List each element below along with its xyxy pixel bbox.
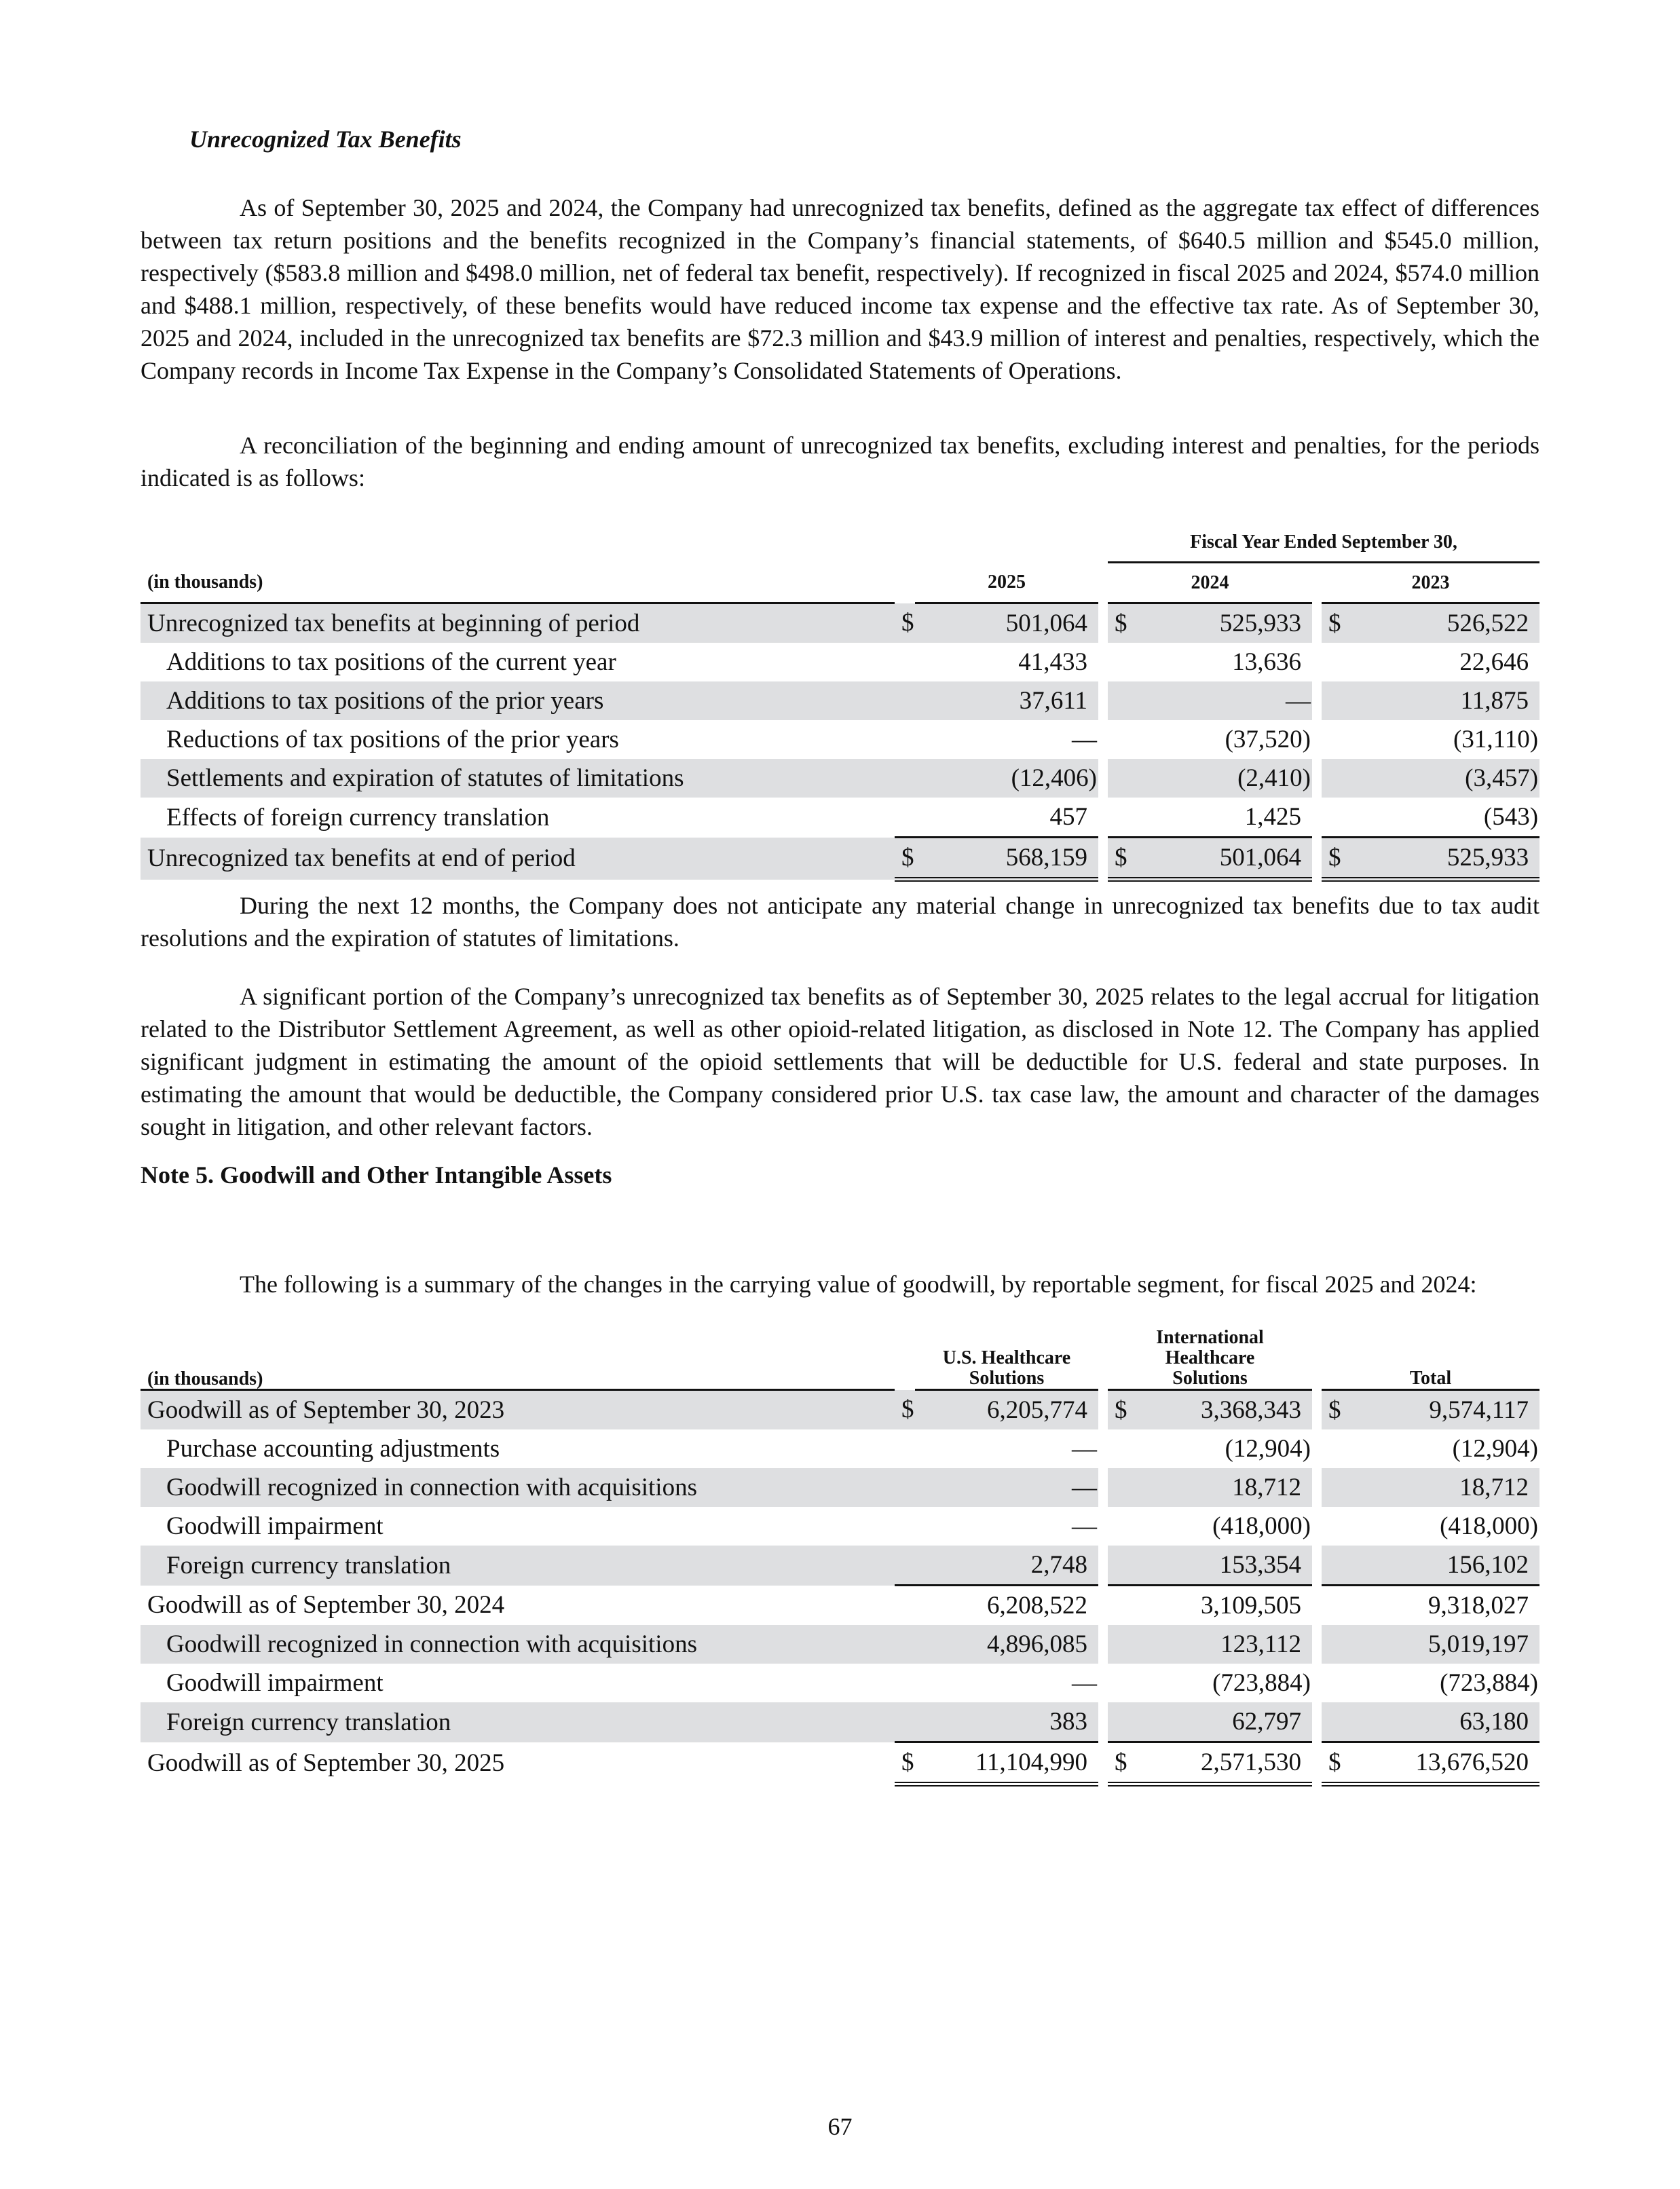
- row-value: 11,875: [1342, 681, 1539, 720]
- dollar-sign: [895, 759, 915, 798]
- dollar-sign: [1322, 1625, 1342, 1664]
- paragraph-opioid-litigation: A significant portion of the Company’s unrecognized tax benefits as of September 30, 2025 relates to the legal accrual for litigation related to the Distributor Settlement Agreement, as well as other opioid-related litigation, as disclosed in Note 12. The Company has applied significant judgment in estimating the amount of the opioid settlements that will be deductible for U.S. federal and state purposes. In estimating the amount that would be deductible, the Company considered prior U.S. tax case law, the amount and character of the damages sought in litigation, and other relevant factors.: [141, 983, 1539, 1140]
- row-label: Goodwill recognized in connection with acquisitions: [141, 1625, 895, 1664]
- dollar-sign: $: [1322, 603, 1342, 643]
- paragraph-unrecognized-tax-benefits: As of September 30, 2025 and 2024, the Company had unrecognized tax benefits, defined as the aggregate tax effect of differences between tax return positions and the benefits recognized in the Company’s financial statements, of $640.5 million and $545.0 million, respectively ($583.8 million and $498.0 million, net of federal tax benefit, respectively). If recognized in fiscal 2025 and 2024, $574.0 million and $488.1 million, respectively, of these benefits would have reduced income tax expense and the effective tax rate. As of September 30, 2025 and 2024, included in the unrecognized tax benefits are $72.3 million and $43.9 million of interest and penalties, respectively, which the Company records in Income Tax Expense in the Company’s Consolidated Statements of Operations.: [141, 194, 1539, 384]
- row-label: Goodwill as of September 30, 2024: [147, 1591, 505, 1620]
- table-row: [141, 759, 1539, 798]
- dollar-sign: $: [1322, 1742, 1342, 1784]
- dollar-sign: [1108, 1468, 1128, 1507]
- dollar-sign: [895, 1702, 915, 1742]
- row-value: 22,646: [1459, 648, 1529, 676]
- dollar-sign: [1322, 798, 1342, 838]
- dollar-sign: [1108, 1507, 1128, 1546]
- row-value: 3,368,343: [1128, 1390, 1312, 1430]
- table-row: [141, 1586, 1539, 1626]
- row-value: 156,102: [1342, 1546, 1539, 1586]
- dollar-sign: [895, 1507, 915, 1546]
- table-row: [141, 1625, 1539, 1664]
- dollar-sign: [895, 1586, 915, 1626]
- dollar-sign: [1108, 1702, 1128, 1742]
- row-value: —: [1128, 681, 1312, 720]
- dollar-sign: [1322, 1586, 1342, 1626]
- row-value: 568,159: [915, 838, 1098, 880]
- row-value: 18,712: [1342, 1468, 1539, 1507]
- row-label: Goodwill recognized in connection with acquisitions: [141, 1468, 895, 1507]
- row-label: Additions to tax positions of the current year: [166, 648, 616, 676]
- dollar-sign: [1108, 643, 1128, 681]
- dollar-sign: [895, 681, 915, 720]
- row-value: —: [1072, 726, 1097, 753]
- table-row: [141, 1468, 1539, 1507]
- row-value: 41,433: [1018, 648, 1087, 676]
- page-number: 67: [827, 2113, 853, 2140]
- table-row: [141, 1702, 1539, 1742]
- row-label: Settlements and expiration of statutes of limitations: [141, 759, 895, 798]
- row-label: Goodwill as of September 30, 2025: [147, 1749, 505, 1777]
- dollar-sign: [1108, 720, 1128, 759]
- table-row: [141, 1742, 1539, 1784]
- dollar-sign: [1108, 1664, 1128, 1702]
- row-value: —: [1072, 1669, 1097, 1697]
- fiscal-year-header: Fiscal Year Ended September 30,: [1108, 523, 1539, 563]
- unrecognized-tax-benefits-table: [141, 523, 1539, 882]
- row-value: (12,904): [1225, 1435, 1311, 1463]
- row-value: 6,208,522: [915, 1586, 1098, 1626]
- dollar-sign: $: [1322, 1390, 1342, 1430]
- row-value: 5,019,197: [1342, 1625, 1539, 1664]
- row-value: (37,520): [1225, 726, 1311, 753]
- table-row: [141, 1664, 1539, 1702]
- row-value: 525,933: [1342, 838, 1539, 880]
- table-row: [141, 838, 1539, 880]
- table-row: [141, 1507, 1539, 1546]
- row-value: (2,410): [1128, 759, 1312, 798]
- dollar-sign: $: [895, 603, 915, 643]
- row-label: Effects of foreign currency translation: [166, 803, 550, 831]
- dollar-sign: [1322, 1429, 1342, 1468]
- row-label: Additions to tax positions of the prior years: [141, 681, 895, 720]
- row-value: (723,884): [1212, 1669, 1311, 1697]
- dollar-sign: $: [895, 1742, 915, 1784]
- dollar-sign: [895, 720, 915, 759]
- row-value: 13,676,520: [1342, 1742, 1539, 1784]
- row-value: 62,797: [1128, 1702, 1312, 1742]
- row-label: Goodwill as of September 30, 2023: [141, 1390, 895, 1430]
- row-value: (418,000): [1440, 1512, 1538, 1540]
- row-label: Unrecognized tax benefits at end of period: [141, 838, 895, 880]
- year-header: 2025: [915, 563, 1098, 603]
- international-healthcare-header: International Healthcare Solutions: [1108, 1310, 1312, 1390]
- row-value: 18,712: [1128, 1468, 1312, 1507]
- row-label: Unrecognized tax benefits at beginning of period: [141, 603, 895, 643]
- table-row: [141, 643, 1539, 681]
- dollar-sign: [1108, 681, 1128, 720]
- dollar-sign: $: [895, 838, 915, 880]
- row-label: Goodwill impairment: [166, 1669, 384, 1697]
- dollar-sign: [1322, 643, 1342, 681]
- row-value: 457: [1049, 803, 1087, 831]
- dollar-sign: [1108, 1586, 1128, 1626]
- dollar-sign: [1322, 1702, 1342, 1742]
- row-value: 3,109,505: [1128, 1586, 1312, 1626]
- row-value: (12,406): [915, 759, 1098, 798]
- row-value: 526,522: [1342, 603, 1539, 643]
- row-value: (12,904): [1452, 1435, 1538, 1463]
- row-value: 11,104,990: [915, 1742, 1098, 1784]
- row-value: 123,112: [1128, 1625, 1312, 1664]
- row-label: Purchase accounting adjustments: [166, 1435, 500, 1463]
- row-value: 37,611: [915, 681, 1098, 720]
- row-value: 9,318,027: [1342, 1586, 1539, 1626]
- row-value: 153,354: [1128, 1546, 1312, 1586]
- row-value: —: [915, 1468, 1098, 1507]
- row-value: (543): [1483, 803, 1539, 831]
- row-value: 6,205,774: [915, 1390, 1098, 1430]
- row-value: 9,574,117: [1342, 1390, 1539, 1430]
- dollar-sign: $: [895, 1390, 915, 1430]
- dollar-sign: $: [1108, 838, 1128, 880]
- row-value: 501,064: [915, 603, 1098, 643]
- dollar-sign: $: [1108, 1390, 1128, 1430]
- dollar-sign: $: [1322, 838, 1342, 880]
- year-header: 2024: [1108, 563, 1312, 603]
- dollar-sign: [895, 1625, 915, 1664]
- row-value: 1,425: [1244, 803, 1301, 831]
- row-value: (418,000): [1212, 1512, 1311, 1540]
- table-row: [141, 1546, 1539, 1586]
- table-row: [141, 720, 1539, 759]
- dollar-sign: [895, 1546, 915, 1586]
- year-header: 2023: [1322, 563, 1539, 603]
- row-label: Goodwill impairment: [166, 1512, 384, 1540]
- row-value: 2,571,530: [1128, 1742, 1312, 1784]
- row-value: 13,636: [1232, 648, 1301, 676]
- table-row: [141, 603, 1539, 643]
- dollar-sign: [1322, 1507, 1342, 1546]
- row-value: 525,933: [1128, 603, 1312, 643]
- dollar-sign: [1108, 1429, 1128, 1468]
- row-value: 383: [915, 1702, 1098, 1742]
- row-label: Reductions of tax positions of the prior years: [166, 726, 619, 753]
- row-value: —: [1072, 1435, 1097, 1463]
- dollar-sign: $: [1108, 603, 1128, 643]
- us-healthcare-header: U.S. Healthcare Solutions: [915, 1310, 1098, 1390]
- row-label: Foreign currency translation: [141, 1702, 895, 1742]
- dollar-sign: [1322, 720, 1342, 759]
- note-title: Note 5. Goodwill and Other Intangible Assets: [141, 1161, 612, 1189]
- unit-label: (in thousands): [141, 1310, 895, 1390]
- dollar-sign: [895, 798, 915, 838]
- table-row: [141, 1390, 1539, 1430]
- row-value: 4,896,085: [915, 1625, 1098, 1664]
- row-value: —: [1072, 1512, 1097, 1540]
- row-value: (723,884): [1440, 1669, 1538, 1697]
- dollar-sign: [1322, 1664, 1342, 1702]
- row-value: 2,748: [915, 1546, 1098, 1586]
- paragraph-goodwill-intro: The following is a summary of the changes in the carrying value of goodwill, by reportable segment, for fiscal 2025 and 2024:: [240, 1271, 1477, 1298]
- paragraph-next-12-months: During the next 12 months, the Company does not anticipate any material change in unrecognized tax benefits due to tax audit resolutions and the expiration of statutes of limitations.: [141, 892, 1539, 952]
- row-label: Foreign currency translation: [141, 1546, 895, 1586]
- dollar-sign: [1108, 1625, 1128, 1664]
- dollar-sign: [1322, 1546, 1342, 1586]
- dollar-sign: [895, 1429, 915, 1468]
- table-row: [141, 681, 1539, 720]
- dollar-sign: [1108, 798, 1128, 838]
- dollar-sign: [1108, 1546, 1128, 1586]
- table-row: [141, 1429, 1539, 1468]
- table-row: [141, 798, 1539, 838]
- total-header: Total: [1322, 1310, 1539, 1390]
- dollar-sign: [895, 643, 915, 681]
- row-value: 63,180: [1342, 1702, 1539, 1742]
- row-value: (31,110): [1453, 726, 1539, 753]
- dollar-sign: [1322, 681, 1342, 720]
- dollar-sign: [895, 1468, 915, 1507]
- unit-label: (in thousands): [141, 563, 895, 603]
- goodwill-table: [141, 1310, 1539, 1786]
- section-title: Unrecognized Tax Benefits: [189, 126, 462, 153]
- dollar-sign: [1322, 759, 1342, 798]
- paragraph-reconciliation-intro: A reconciliation of the beginning and ending amount of unrecognized tax benefits, excluding interest and penalties, for the periods indicated is as follows:: [141, 432, 1539, 491]
- dollar-sign: [1322, 1468, 1342, 1507]
- dollar-sign: [895, 1664, 915, 1702]
- row-value: (3,457): [1342, 759, 1539, 798]
- dollar-sign: [1108, 759, 1128, 798]
- dollar-sign: $: [1108, 1742, 1128, 1784]
- row-value: 501,064: [1128, 838, 1312, 880]
